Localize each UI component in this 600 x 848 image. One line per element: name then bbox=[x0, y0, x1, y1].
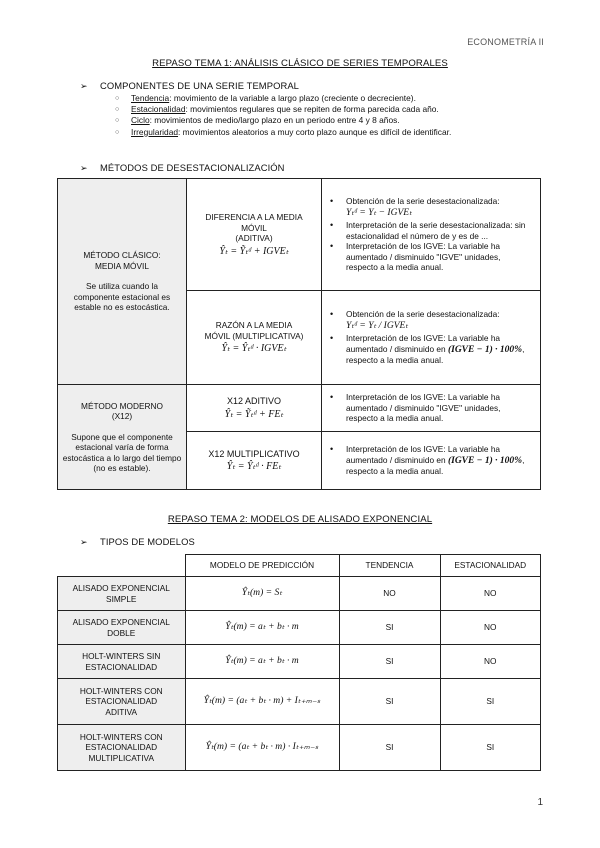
course-header: ECONOMETRÍA II bbox=[467, 37, 544, 47]
model-name: HOLT-WINTERS SIN ESTACIONALIDAD bbox=[58, 645, 186, 679]
bullet-text: Interpretación de los IGVE: La variable ha aumentado / disminuido "IGVE" unidades, respecto a la media anual. bbox=[346, 392, 501, 424]
bullet-text: Interpretación de los IGVE: La variable ha aumentado / disminuido en bbox=[346, 333, 501, 354]
model-formula: Ŷₜ(m) = (aₜ + bₜ · m) + Iₜ₊ₘ₋ₛ bbox=[185, 679, 339, 725]
empty-header-cell bbox=[58, 555, 186, 577]
razon-notes-cell bbox=[322, 291, 541, 385]
tendencia-value: SI bbox=[339, 611, 440, 645]
razon-cell bbox=[187, 291, 322, 385]
model-name: ALISADO EXPONENCIAL DOBLE bbox=[58, 611, 186, 645]
tipos-heading-text: TIPOS DE MODELOS bbox=[100, 536, 195, 547]
model-formula: Ŷₜ(m) = (aₜ + bₜ · m) · Iₜ₊ₘ₋ₛ bbox=[185, 725, 339, 771]
formula: Ŷₜ = Ỹₜᵈ + FEₜ bbox=[224, 408, 284, 420]
list-item bbox=[328, 392, 534, 424]
diferencia-cell bbox=[187, 179, 322, 291]
method-name: X12 MULTIPLICATIVO bbox=[208, 448, 300, 459]
x12-multiplicativo-cell bbox=[187, 432, 322, 490]
list-item bbox=[115, 104, 451, 115]
circle-bullet-icon: ○ bbox=[115, 117, 120, 125]
tendencia-value: SI bbox=[339, 725, 440, 771]
list-item bbox=[115, 115, 451, 126]
componentes-heading-text: COMPONENTES DE UNA SERIE TEMPORAL bbox=[100, 80, 299, 91]
method-name: DIFERENCIA A LA MEDIA bbox=[205, 212, 303, 222]
table-header-row bbox=[58, 555, 541, 577]
model-name: HOLT-WINTERS CON ESTACIONALIDAD MULTIPLICATIVA bbox=[58, 725, 186, 771]
equation: Yₜᵈ = Yₜ / IGVEₜ bbox=[346, 320, 409, 331]
bullet-text: Interpretación de la serie desestacionalizada: sin estacionalidad el número de y es de ... bbox=[346, 220, 526, 241]
tema1-title: REPASO TEMA 1: ANÁLISIS CLÁSICO DE SERIES TEMPORALES bbox=[152, 58, 448, 69]
bullet-text: Obtención de la serie desestacionalizada: bbox=[346, 196, 500, 207]
model-name: HOLT-WINTERS CON ESTACIONALIDAD ADITIVA bbox=[58, 679, 186, 725]
metodo-moderno-note: Supone que el componente estacional varía de forma estocástica a lo largo del tiempo (no es estable). bbox=[62, 431, 182, 473]
metodo-clasico-note: Se utiliza cuando la componente estacional es estable no es estocástica. bbox=[73, 281, 171, 313]
arrow-bullet-icon: ➢ bbox=[80, 81, 88, 91]
table-row bbox=[58, 725, 541, 771]
metodo-clasico-cell bbox=[58, 179, 187, 385]
definition: : movimientos de medio/largo plazo en un periodo entre 4 y 8 años. bbox=[149, 115, 400, 126]
circle-bullet-icon: ○ bbox=[115, 106, 120, 114]
bullet-text: Interpretación de los IGVE: La variable ha aumentado / disminuido en bbox=[346, 444, 501, 465]
list-item bbox=[328, 241, 534, 273]
tendencia-value: NO bbox=[339, 577, 440, 611]
column-header: ESTACIONALIDAD bbox=[440, 555, 541, 577]
table-row bbox=[58, 645, 541, 679]
table-row bbox=[58, 611, 541, 645]
model-formula: Ŷₜ(m) = aₜ + bₜ · m bbox=[185, 611, 339, 645]
list-item bbox=[328, 333, 534, 366]
estacionalidad-value: NO bbox=[440, 611, 541, 645]
method-name: MÓVIL bbox=[241, 222, 267, 233]
list-item bbox=[328, 309, 534, 331]
tipos-heading bbox=[80, 536, 195, 548]
componentes-list bbox=[115, 93, 451, 138]
column-header: TENDENCIA bbox=[339, 555, 440, 577]
bullet-text: , respecto a la media anual. bbox=[346, 454, 525, 477]
definition: : movimientos aleatorios a muy corto plazo aunque es difícil de identificar. bbox=[178, 126, 452, 137]
tendencia-value: SI bbox=[339, 679, 440, 725]
table-row bbox=[58, 577, 541, 611]
arrow-bullet-icon: ➢ bbox=[80, 163, 88, 173]
bullet-text: , respecto a la media anual. bbox=[346, 343, 525, 366]
componentes-heading bbox=[80, 80, 299, 92]
term: Irregularidad bbox=[131, 126, 179, 137]
estacionalidad-value: NO bbox=[440, 577, 541, 611]
x12-aditivo-notes-cell bbox=[322, 385, 541, 432]
table-row bbox=[58, 179, 541, 291]
modelos-table bbox=[57, 554, 541, 771]
method-name: X12 ADITIVO bbox=[226, 396, 282, 406]
formula: Ŷₜ = Ỹₜᵈ + IGVEₜ bbox=[219, 245, 289, 257]
estacionalidad-value: NO bbox=[440, 645, 541, 679]
method-name: RAZÓN A LA MEDIA bbox=[215, 320, 293, 331]
metodos-heading bbox=[80, 162, 285, 174]
formula: Ŷₜ = Ŷₜᵈ · FEₜ bbox=[226, 461, 282, 472]
estacionalidad-value: SI bbox=[440, 679, 541, 725]
equation: (IGVE − 1) · 100% bbox=[447, 455, 523, 466]
diferencia-notes-cell bbox=[322, 179, 541, 291]
method-name: (ADITIVA) bbox=[235, 233, 273, 243]
metodo-clasico-name: MÉTODO CLÁSICO: MEDIA MÓVIL bbox=[83, 250, 161, 271]
list-item bbox=[115, 127, 451, 138]
estacionalidad-value: SI bbox=[440, 725, 541, 771]
term: Estacionalidad bbox=[131, 104, 186, 115]
definition: : movimiento de la variable a largo plazo (creciente o decreciente). bbox=[169, 93, 416, 103]
method-name: MÓVIL (MULTIPLICATIVA) bbox=[204, 330, 304, 341]
x12-aditivo-cell bbox=[187, 385, 322, 432]
model-formula: Ŷₜ(m) = aₜ + bₜ · m bbox=[185, 645, 339, 679]
list-item bbox=[115, 93, 451, 104]
page-number: 1 bbox=[537, 797, 543, 808]
metodo-moderno-name: (X12) bbox=[111, 411, 133, 421]
desestacionalizacion-table bbox=[57, 178, 541, 490]
term: Tendencia bbox=[131, 93, 170, 103]
model-formula: Ŷₜ(m) = Sₜ bbox=[185, 577, 339, 611]
model-name: ALISADO EXPONENCIAL SIMPLE bbox=[58, 577, 186, 611]
term: Ciclo bbox=[131, 115, 150, 126]
x12-multiplicativo-notes-cell bbox=[322, 432, 541, 490]
definition: : movimientos regulares que se repiten de forma parecida cada año. bbox=[185, 104, 439, 115]
tendencia-value: SI bbox=[339, 645, 440, 679]
metodo-moderno-name: MÉTODO MODERNO bbox=[81, 400, 163, 411]
equation: Yₜᵈ = Yₜ − IGVEₜ bbox=[346, 207, 412, 218]
bullet-text: Obtención de la serie desestacionalizada: bbox=[346, 309, 500, 320]
arrow-bullet-icon: ➢ bbox=[80, 537, 88, 547]
formula: Ŷₜ = Ŷₜᵈ · IGVEₜ bbox=[221, 343, 287, 355]
tema2-title: REPASO TEMA 2: MODELOS DE ALISADO EXPONENCIAL bbox=[167, 514, 433, 525]
list-item bbox=[328, 444, 534, 477]
table-row bbox=[58, 679, 541, 725]
metodo-moderno-cell bbox=[58, 385, 187, 490]
circle-bullet-icon: ○ bbox=[115, 128, 120, 136]
bullet-text: Interpretación de los IGVE: La variable ha aumentado / disminuido "IGVE" unidades, respecto a la media anual. bbox=[346, 241, 501, 273]
table-row bbox=[58, 385, 541, 432]
circle-bullet-icon: ○ bbox=[115, 95, 120, 102]
list-item bbox=[328, 196, 534, 218]
metodos-heading-text: MÉTODOS DE DESESTACIONALIZACIÓN bbox=[100, 162, 285, 173]
list-item bbox=[328, 220, 534, 241]
equation: (IGVE − 1) · 100% bbox=[447, 344, 523, 355]
column-header: MODELO DE PREDICCIÓN bbox=[185, 555, 339, 577]
